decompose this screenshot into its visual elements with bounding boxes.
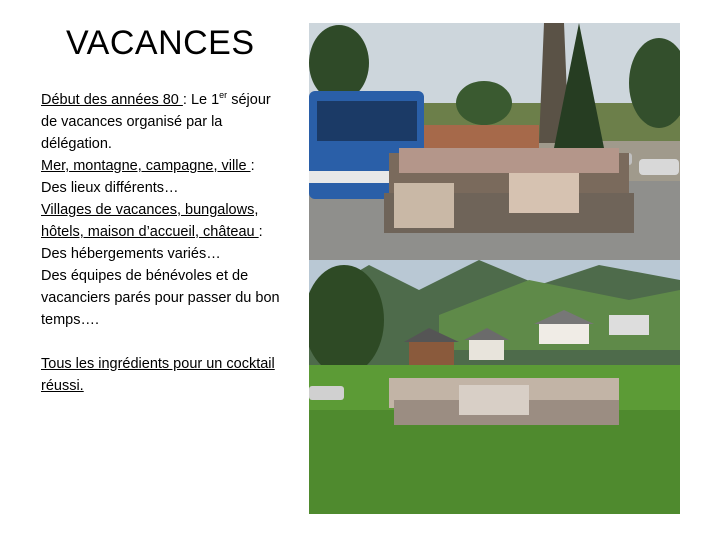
slide-title: VACANCES bbox=[66, 24, 255, 62]
photo-mountain-group bbox=[309, 260, 680, 514]
paragraph-teams: Des équipes de bénévoles et de vacanciers parés pour passer du bon temps…. bbox=[41, 267, 280, 328]
places-text: : Des lieux différents… bbox=[41, 157, 255, 196]
slide-text bbox=[41, 84, 281, 397]
paragraph-conclusion: Tous les ingrédients pour un cocktail réussi. bbox=[41, 355, 275, 394]
places-label: Mer, montagne, campagne, ville bbox=[41, 157, 251, 174]
lodging-label: Villages de vacances, bungalows, hôtels, maison d’accueil, château bbox=[41, 201, 259, 240]
paragraph-places bbox=[41, 155, 281, 199]
photo-bus-group bbox=[309, 23, 680, 260]
start-year-label: Début des années 80 bbox=[41, 91, 183, 108]
start-year-text: : Le 1 bbox=[182, 91, 220, 108]
paragraph-lodging bbox=[41, 199, 281, 265]
lodging-text: : Des hébergements variés… bbox=[41, 223, 263, 262]
first-stay-text: séjour de vacances organisé par la délégation. bbox=[41, 91, 271, 152]
ordinal-sup: er bbox=[219, 90, 228, 100]
paragraph-start-year bbox=[41, 84, 281, 155]
